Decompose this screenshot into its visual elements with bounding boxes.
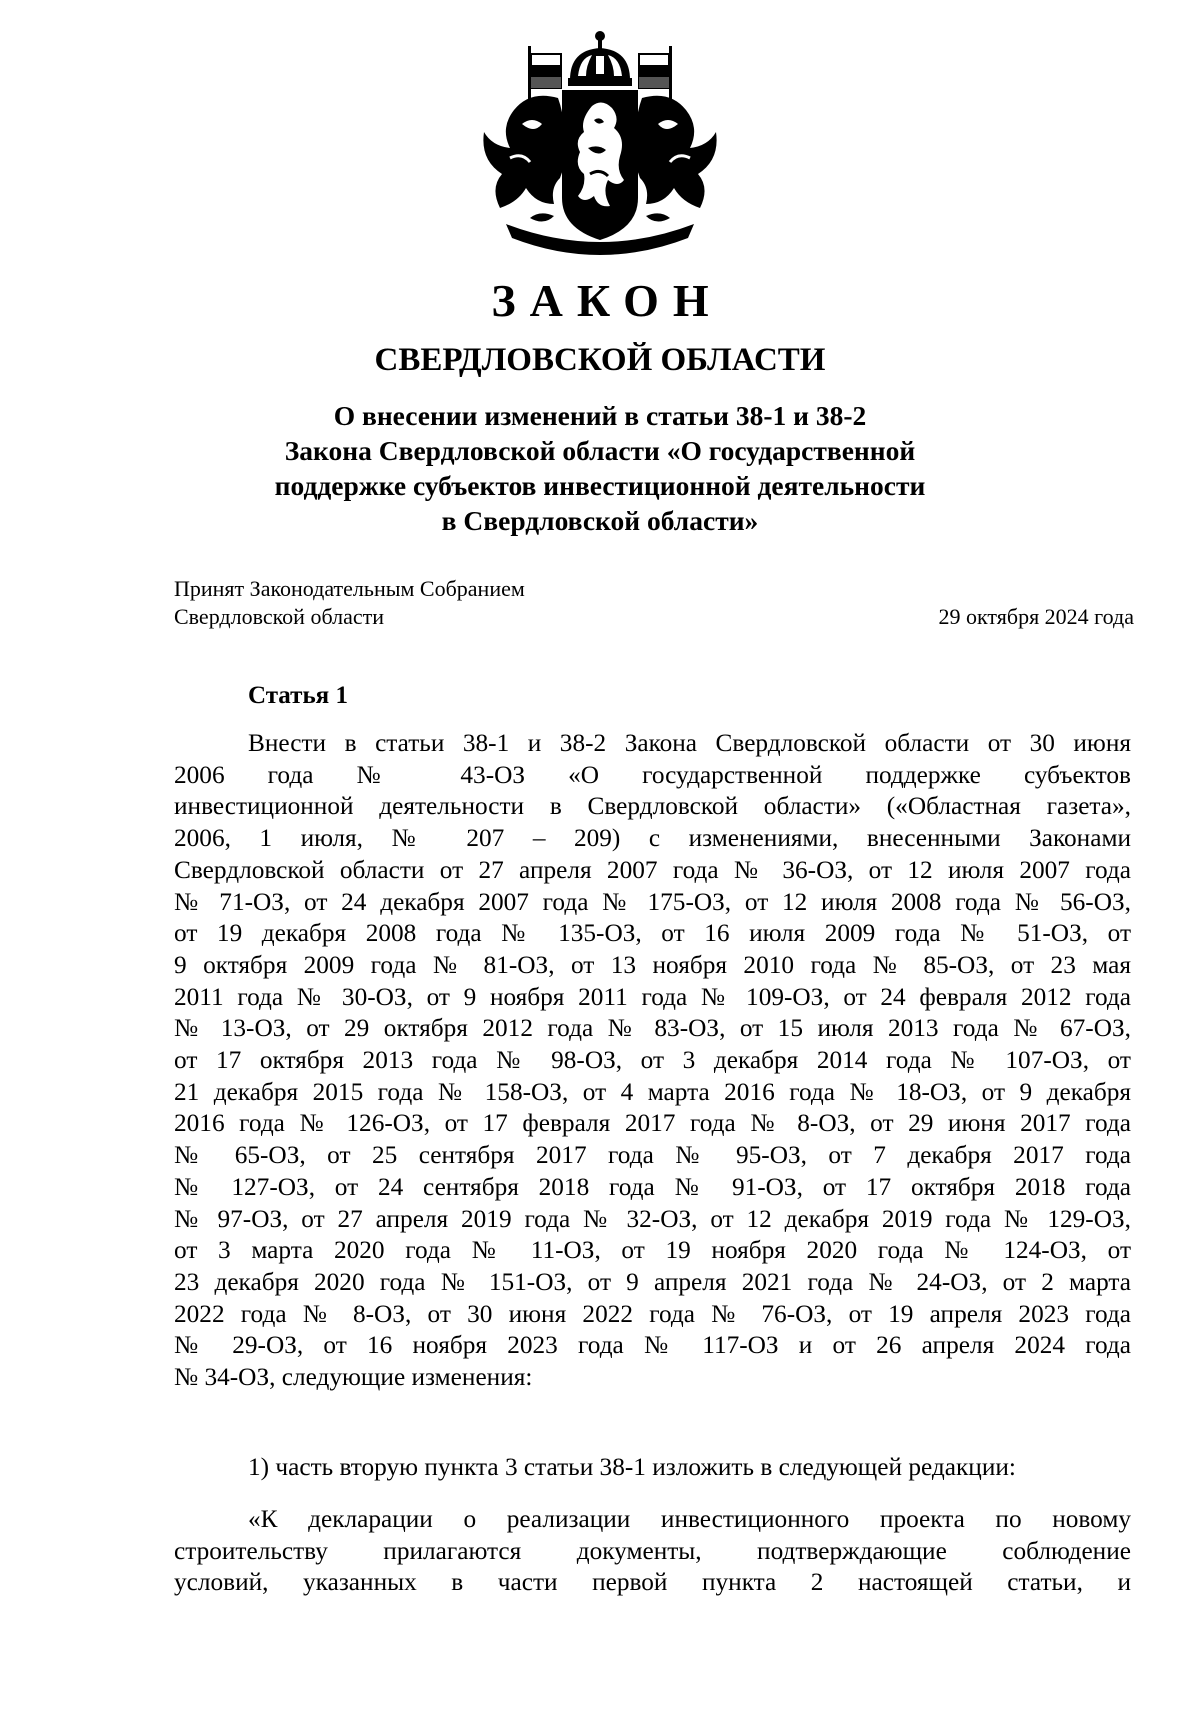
text-line: «К декларации о реализации инвестиционного проекта по новому (248, 1505, 1131, 1533)
region-title: СВЕРДЛОВСКОЙ ОБЛАСТИ (374, 342, 826, 378)
text-line: от 19 декабря 2008 года № 135-ОЗ, от 16 июля 2009 года № 51-ОЗ, от (174, 919, 1131, 948)
text-line: 2011 года № 30-ОЗ, от 9 ноября 2011 года № 109-ОЗ, от 24 февраля 2012 года (174, 982, 1131, 1011)
adoption-region-line: Свердловской области (174, 604, 384, 629)
text-line: 9 октября 2009 года № 81-ОЗ, от 13 ноября 2010 года № 85-ОЗ, от 23 мая (174, 950, 1131, 979)
text-line: 2016 года № 126-ОЗ, от 17 февраля 2017 года № 8-ОЗ, от 29 июня 2017 года (174, 1109, 1131, 1138)
text-line: от 17 октября 2013 года № 98-ОЗ, от 3 декабря 2014 года № 107-ОЗ, от (174, 1046, 1131, 1075)
coat-of-arms-icon (470, 28, 730, 258)
adoption-date: 29 октября 2024 года (938, 604, 1134, 629)
adoption-body-line: Принят Законодательным Собранием (174, 576, 525, 601)
text-line: от 3 марта 2020 года № 11-ОЗ, от 19 ноября 2020 года № 124-ОЗ, от (174, 1236, 1131, 1265)
amendment-item (174, 1452, 1131, 1484)
text-line: Свердловской области от 27 апреля 2007 года № 36-ОЗ, от 12 июля 2007 года (174, 855, 1131, 884)
subject-line: поддержке субъектов инвестиционной деятельности (274, 470, 926, 501)
text-line: № 29-ОЗ, от 16 ноября 2023 года № 117-ОЗ и от 26 апреля 2024 года (174, 1331, 1131, 1360)
quoted-paragraph (174, 1504, 1131, 1599)
law-subject-title (220, 398, 980, 538)
text-line: 2006 года № 43-ОЗ «О государственной поддержке субъектов (174, 760, 1131, 789)
adoption-row (174, 603, 1134, 631)
text-line: 1) часть вторую пункта 3 статьи 38-1 изложить в следующей редакции: (248, 1453, 1016, 1481)
article-paragraph (174, 728, 1131, 1394)
text-line: № 34-ОЗ, следующие изменения: (174, 1363, 533, 1392)
text-line: условий, указанных в части первой пункта 2 настоящей статьи, и (174, 1568, 1131, 1597)
text-line: Внести в статьи 38-1 и 38-2 Закона Свердловской области от 30 июня (248, 729, 1131, 757)
subject-line: О внесении изменений в статьи 38-1 и 38-2 (333, 400, 867, 431)
text-line: № 127-ОЗ, от 24 сентября 2018 года № 91-ОЗ, от 17 октября 2018 года (174, 1172, 1131, 1201)
subject-line: в Свердловской области» (441, 505, 759, 536)
text-line: 23 декабря 2020 года № 151-ОЗ, от 9 апреля 2021 года № 24-ОЗ, от 2 марта (174, 1267, 1131, 1296)
document-type-title: ЗАКОН (491, 275, 723, 326)
text-line: 2006, 1 июля, № 207 – 209) с изменениями, внесенными Законами (174, 824, 1131, 853)
text-line: № 97-ОЗ, от 27 апреля 2019 года № 32-ОЗ, от 12 декабря 2019 года № 129-ОЗ, (174, 1204, 1131, 1233)
article-heading: Статья 1 (248, 682, 348, 709)
text-line: строительству прилагаются документы, подтверждающие соблюдение (174, 1536, 1131, 1565)
adoption-block (174, 575, 1134, 631)
text-line: № 71-ОЗ, от 24 декабря 2007 года № 175-ОЗ, от 12 июля 2008 года № 56-ОЗ, (174, 887, 1131, 916)
text-line: 2022 года № 8-ОЗ, от 30 июня 2022 года № 76-ОЗ, от 19 апреля 2023 года (174, 1299, 1131, 1328)
text-line: 21 декабря 2015 года № 158-ОЗ, от 4 марта 2016 года № 18-ОЗ, от 9 декабря (174, 1077, 1131, 1106)
subject-line: Закона Свердловской области «О государственной (284, 435, 916, 466)
text-line: № 13-ОЗ, от 29 октября 2012 года № 83-ОЗ, от 15 июля 2013 года № 67-ОЗ, (174, 1014, 1131, 1043)
text-line: № 65-ОЗ, от 25 сентября 2017 года № 95-ОЗ, от 7 декабря 2017 года (174, 1141, 1131, 1170)
text-line: инвестиционной деятельности в Свердловской области» («Областная газета», (174, 792, 1131, 821)
